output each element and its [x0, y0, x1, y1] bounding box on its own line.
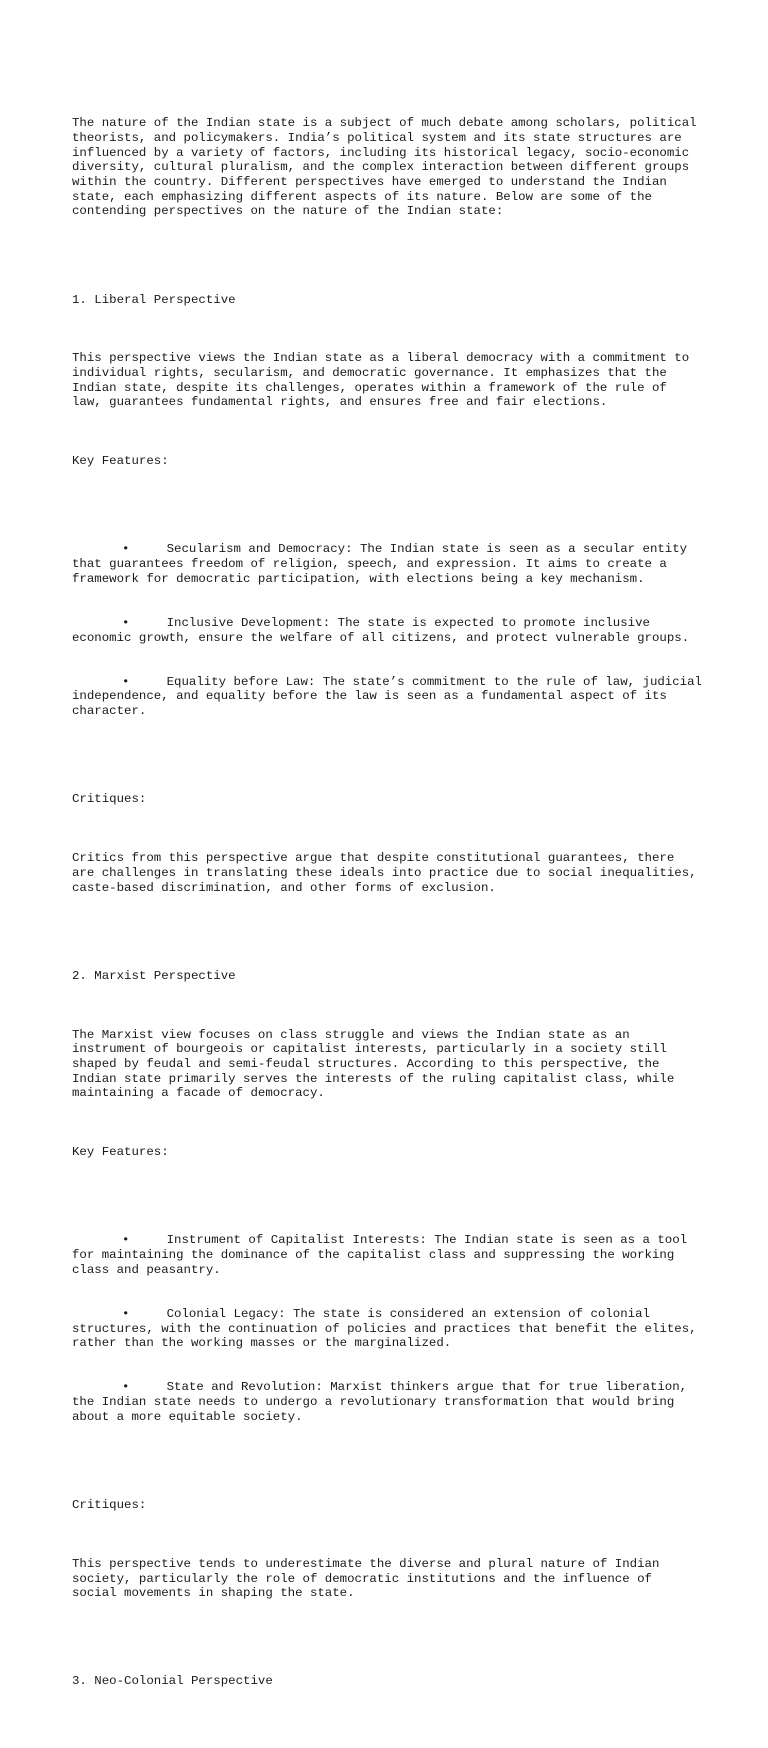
bullet-glyph: •	[122, 615, 130, 630]
document-body	[72, 72, 710, 1748]
bullet-text: State and Revolution: Marxist thinkers argue that for true liberation, the Indian state needs to undergo a revolutionary transformation that would bring about a more equitable society.	[72, 1380, 695, 1424]
list-item	[72, 1307, 704, 1351]
key-features-label: Key Features:	[72, 454, 169, 469]
section-heading-marxist: 2. Marxist Perspective	[72, 968, 236, 983]
bullet-text: Instrument of Capitalist Interests: The Indian state is seen as a tool for maintaining the dominance of the capitalist class and suppressing the working class and peasantry.	[72, 1233, 695, 1277]
intro-paragraph: The nature of the Indian state is a subject of much debate among scholars, political theorists, and policymakers. India’s political system and its state structures are influenced by a variety of factors, including its historical legacy, socio-economic diversity, cultural pluralism, and the complex interaction between different groups within the country. Different perspectives have emerged to understand the Indian state, each emphasizing different aspects of its nature. Below are some of the contending perspectives on the nature of the Indian state:	[72, 116, 705, 219]
bullet-glyph: •	[122, 1306, 130, 1321]
bullet-text: Equality before Law: The state’s commitment to the rule of law, judicial independence, and equality before the law is seen as a fundamental aspect of its character.	[72, 674, 710, 719]
section-heading-liberal: 1. Liberal Perspective	[72, 292, 236, 307]
critiques-paragraph-liberal: Critics from this perspective argue that despite constitutional guarantees, there are challenges in translating these ideals into practice due to social inequalities, caste-based discrimination, and other forms of exclusion.	[72, 851, 705, 895]
bullet-glyph: •	[122, 1380, 130, 1395]
bullet-text: Inclusive Development: The state is expected to promote inclusive economic growth, ensure the welfare of all citizens, and protect vulnerable groups.	[72, 615, 690, 645]
bullet-text: Secularism and Democracy: The Indian state is seen as a secular entity that guarantees freedom of religion, speech, and expression. It aims to create a framework for democratic participation, with elections being a key mechanism.	[72, 542, 695, 586]
bullet-list-marxist	[72, 1204, 704, 1454]
key-features-label: Key Features:	[72, 1145, 169, 1160]
list-item	[72, 1380, 704, 1424]
bullet-glyph: •	[122, 1233, 130, 1248]
bullet-glyph: •	[122, 542, 130, 557]
section-description-liberal: This perspective views the Indian state as a liberal democracy with a commitment to individual rights, secularism, and democratic governance. It emphasizes that the Indian state, despite its challenges, operates within a framework of the rule of law, guarantees fundamental rights, and ensures free and fair elections.	[72, 351, 697, 410]
list-item	[72, 542, 704, 586]
bullet-text: Colonial Legacy: The state is considered an extension of colonial structures, with the continuation of policies and practices that benefit the elites, rather than the working masses or the marginalized.	[72, 1306, 705, 1351]
critiques-label: Critiques:	[72, 792, 147, 807]
critiques-label: Critiques:	[72, 1498, 147, 1513]
bullet-list-liberal	[72, 513, 710, 748]
section-heading-neo-colonial: 3. Neo-Colonial Perspective	[72, 1674, 273, 1689]
list-item	[72, 674, 710, 719]
critiques-paragraph-marxist: This perspective tends to underestimate the diverse and plural nature of Indian society, particularly the role of democratic institutions and the influence of social movements in shaping the state.	[72, 1556, 667, 1601]
list-item	[72, 1233, 704, 1277]
list-item	[72, 616, 704, 645]
bullet-glyph: •	[122, 674, 130, 689]
section-description-marxist: The Marxist view focuses on class struggle and views the Indian state as an instrument of bourgeois or capitalist interests, particularly in a society still shaped by feudal and semi-feudal structures. According to this perspective, the Indian state primarily serves the interests of the ruling capitalist class, while maintaining a facade of democracy.	[72, 1027, 682, 1101]
